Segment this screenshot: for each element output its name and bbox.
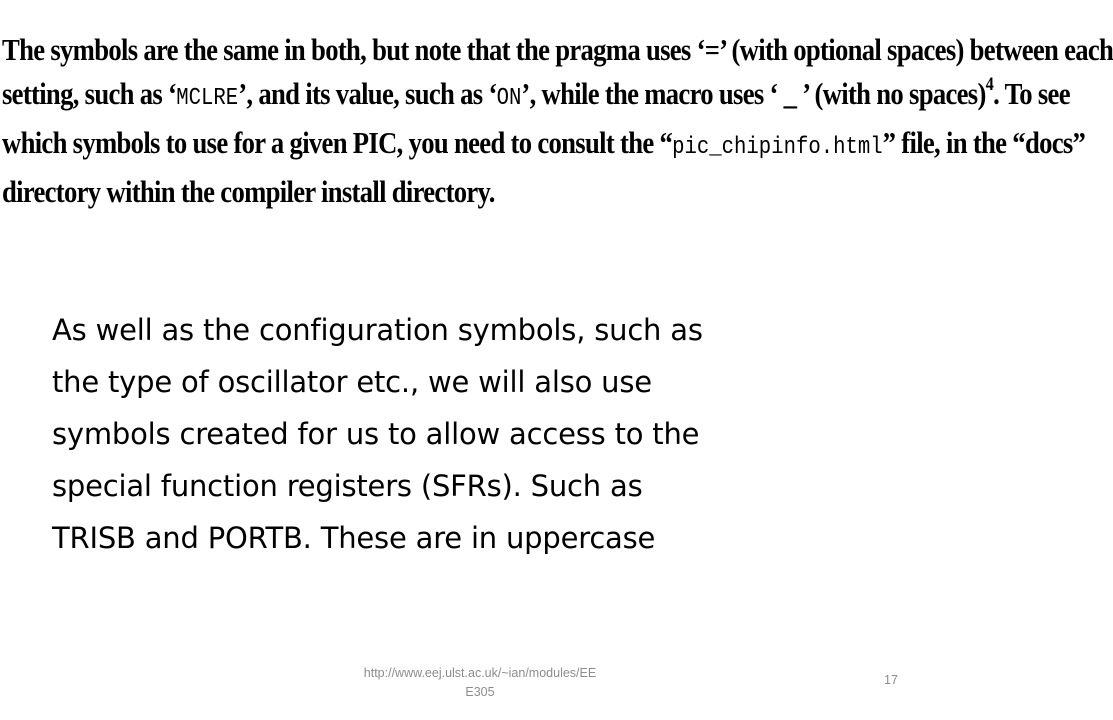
excerpt-line-3 bbox=[2, 121, 1086, 170]
footnote-marker: 4 bbox=[985, 74, 994, 95]
excerpt-line-2 bbox=[2, 72, 1070, 121]
excerpt-line-1: The symbols are the same in both, but note that the pragma uses ‘=’ (with optional spaces) between each bbox=[2, 32, 1113, 67]
excerpt-line-4: directory within the compiler install directory. bbox=[2, 174, 495, 209]
body-line-4: special function registers (SFRs). Such as bbox=[52, 469, 643, 503]
body-line-5: TRISB and PORTB. These are in uppercase bbox=[52, 521, 656, 555]
excerpt-line-2-part-c: ’, while the macro uses ‘ _ ’ (with no spaces) bbox=[521, 76, 986, 111]
body-line-3: symbols created for us to allow access to the bbox=[52, 417, 700, 451]
body-line-1: As well as the configuration symbols, such as bbox=[52, 313, 703, 347]
slide-body-text bbox=[52, 304, 852, 564]
code-pic-chipinfo: pic_chipinfo.html bbox=[672, 134, 883, 161]
excerpt-line-2-part-b: ’, and its value, such as ‘ bbox=[238, 76, 497, 111]
excerpt-line-3-part-a: which symbols to use for a given PIC, you need to consult the “ bbox=[2, 125, 673, 160]
body-line-2: the type of oscillator etc., we will also use bbox=[52, 365, 652, 399]
excerpt-line-3-part-b: ” file, in the “docs” bbox=[882, 125, 1086, 160]
excerpt-line-2-part-d: . To see bbox=[993, 76, 1070, 111]
code-mclre: MCLRE bbox=[176, 85, 239, 112]
code-on: ON bbox=[496, 85, 522, 112]
footer-url bbox=[330, 664, 630, 702]
footer-url-line-1: http://www.eej.ulst.ac.uk/~ian/modules/EE bbox=[363, 666, 597, 680]
excerpt-line-2-part-a: setting, such as ‘ bbox=[2, 76, 177, 111]
scanned-text-excerpt bbox=[2, 28, 1113, 214]
slide-number: 17 bbox=[884, 673, 898, 687]
footer-url-line-2: E305 bbox=[465, 685, 495, 699]
